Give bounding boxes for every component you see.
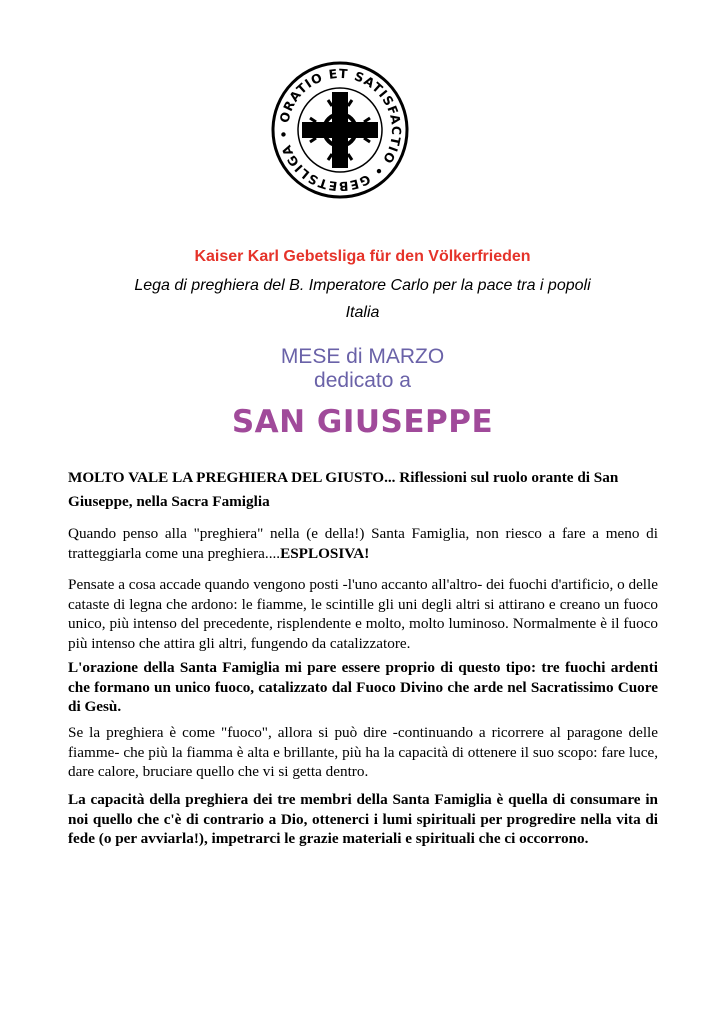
article-title: MOLTO VALE LA PREGHIERA DEL GIUSTO... Riflessioni sul ruolo orante di San Giuseppe, nella Sacra Famiglia xyxy=(68,469,619,510)
paragraph-1 xyxy=(68,524,658,563)
gebetsliga-seal-logo xyxy=(270,60,410,200)
paragraph-1-text: Quando penso alla "preghiera" nella (e della!) Santa Famiglia, non riesco a fare a meno di tratteggiarla come una preghiera.... xyxy=(68,525,658,562)
paragraph-1-emphasis: ESPLOSIVA! xyxy=(280,544,370,562)
paragraph-5: La capacità della preghiera dei tre membri della Santa Famiglia è quella di consumare in noi quello che c'è di contrario a Dio, ottenerci i lumi spirituali per progredire nella vita di fede (o per avviarla!), impetrarci le grazie materiali e spirituali che ci occorrono. xyxy=(68,791,658,847)
cross-icon xyxy=(302,92,378,168)
organization-subtitle: Lega di preghiera del B. Imperatore Carlo per la pace tra i popoli xyxy=(134,277,591,294)
dedication-line: dedicato a xyxy=(314,369,411,392)
organization-country: Italia xyxy=(345,304,380,321)
paragraph-4: Se la preghiera è come "fuoco", allora si può dire -continuando a ricorrere al paragone delle fiamme- che più la fiamma è alta e brillante, più ha la capacità di ottenere il suo scopo: fare luce, dare calore, bruciare quello che vi si getta dentro. xyxy=(68,724,658,780)
saint-title: SAN GIUSEPPE xyxy=(231,404,494,440)
paragraph-2: Pensate a cosa accade quando vengono posti -l'uno accanto all'altro- dei fuochi d'artificio, o delle cataste di legna che ardono: le fiamme, le scintille gli uni degli altri si attirano e creano un fuoco unico, più intenso del precedente, risplendente e molto, molto luminoso. Normalmente è il fuoco più intenso che attira gli altri, fungendo da catalizzatore. xyxy=(68,576,658,652)
organization-name: Kaiser Karl Gebetsliga für den Völkerfrieden xyxy=(194,248,531,265)
seal-ring-text: ORATIO ET SATISFACTIO • GEBETSLIGA • xyxy=(275,65,405,195)
month-heading: MESE di MARZO xyxy=(280,345,445,368)
paragraph-3: L'orazione della Santa Famiglia mi pare essere proprio di questo tipo: tre fuochi ardenti che formano un unico fuoco, catalizzato dal Fuoco Divino che arde nel Sacratissimo Cuore di Gesù. xyxy=(68,659,658,715)
